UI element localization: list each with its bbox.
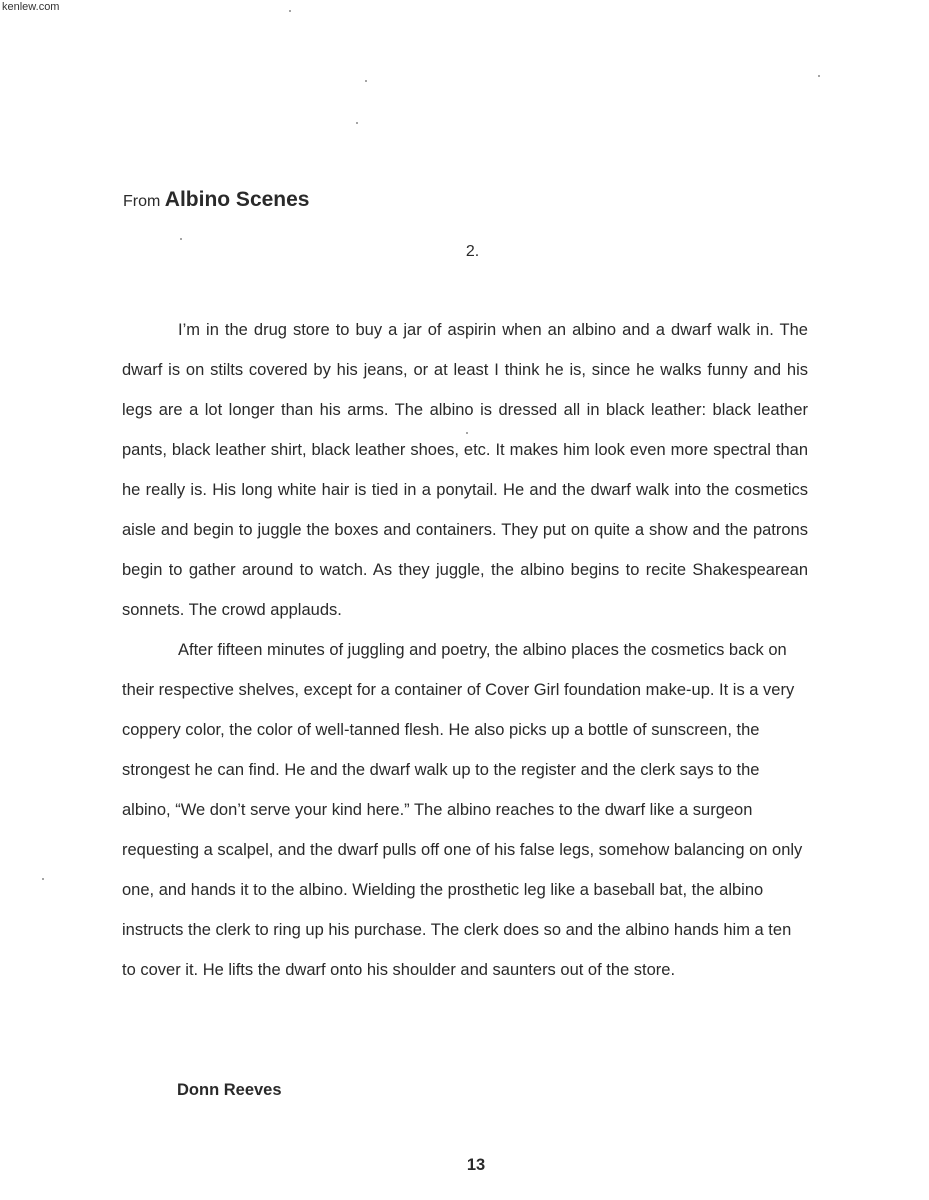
- scan-speck: [289, 10, 291, 12]
- document-title: [123, 188, 309, 212]
- title-main: Albino Scenes: [164, 188, 310, 211]
- scan-speck: [356, 122, 358, 124]
- title-prefix: From: [123, 193, 161, 210]
- section-number: 2.: [465, 243, 480, 260]
- scan-speck: [818, 75, 820, 77]
- paragraph-2: After fifteen minutes of juggling and poetry, the albino places the cosmetics back on their respective shelves, except for a container of Cover Girl foundation make-up. It is a very coppery color, the color of well-tanned flesh. He also picks up a bottle of sunscreen, the strongest he can find. He and the dwarf walk up to the register and the clerk says to the albino, “We don’t serve your kind here.” The albino reaches to the dwarf like a surgeon requesting a scalpel, and the dwarf pulls off one of his false legs, somehow balancing on only one, and hands it to the albino. Wielding the prosthetic leg like a baseball bat, the albino instructs the clerk to ring up his purchase. The clerk does so and the albino hands him a ten to cover it. He lifts the dwarf onto his shoulder and saunters out of the store.: [122, 641, 803, 979]
- author-name: Donn Reeves: [177, 1081, 282, 1099]
- scan-speck: [42, 878, 44, 880]
- scan-speck: [365, 80, 367, 82]
- watermark: kenlew.com: [2, 1, 60, 13]
- paragraph-1: I’m in the drug store to buy a jar of aspirin when an albino and a dwarf walk in. The dwarf is on stilts covered by his jeans, or at least I think he is, since he walks funny and his legs are a lot longer than his arms. The albino is dressed all in black leather: black leather pants, black leather shirt, black leather shoes, etc. It makes him look even more spectral than he really is. His long white hair is tied in a ponytail. He and the dwarf walk into the cosmetics aisle and begin to juggle the boxes and containers. They put on quite a show and the patrons begin to gather around to watch. As they juggle, the albino begins to recite Shakespearean sonnets. The crowd applauds.: [122, 321, 808, 619]
- scan-speck: [466, 432, 468, 434]
- scan-speck: [180, 238, 182, 240]
- page-number: 13: [466, 1156, 486, 1174]
- body-text: [122, 310, 808, 990]
